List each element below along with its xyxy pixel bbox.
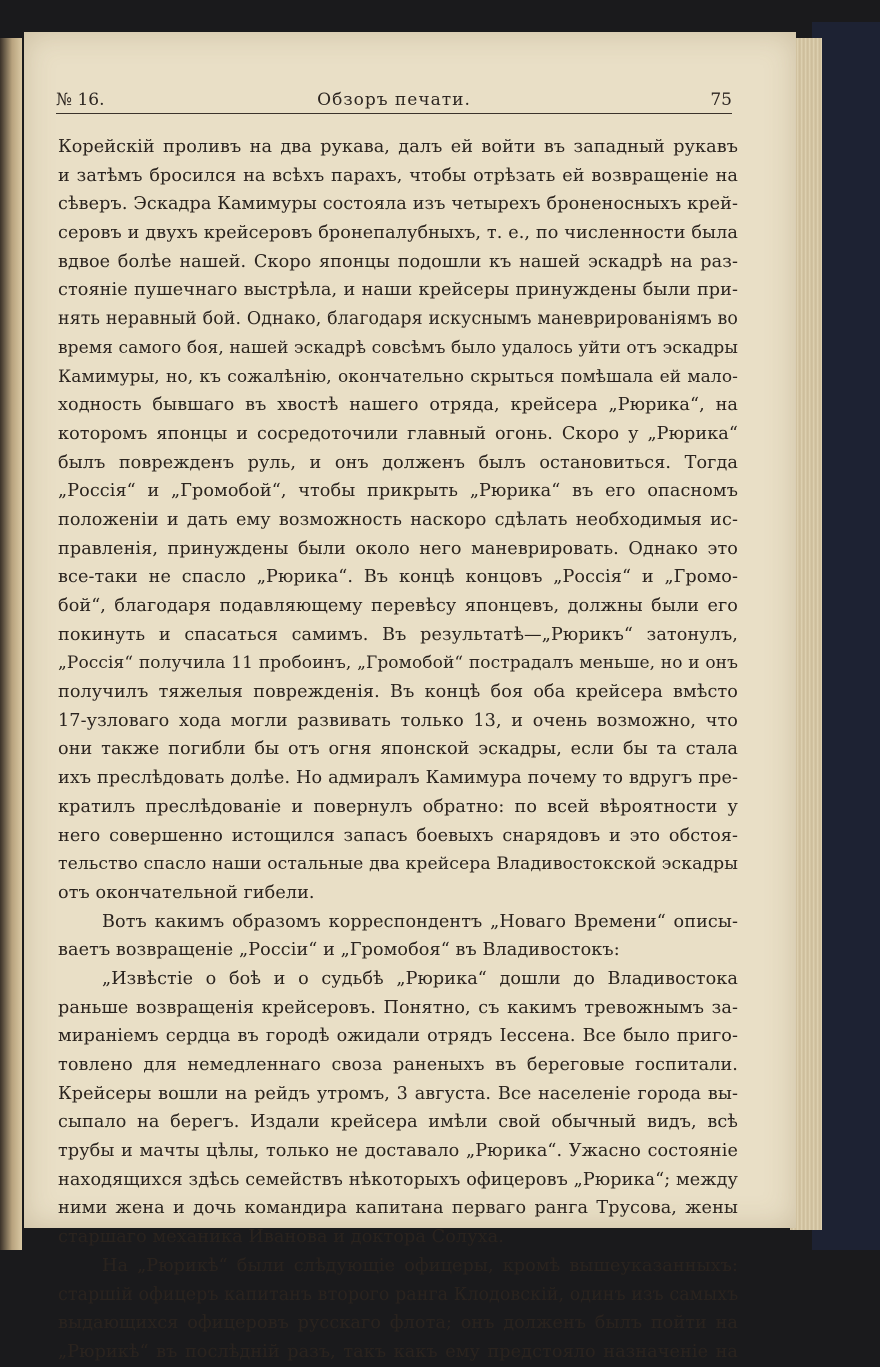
text-line: Крейсеры вошли на рейдъ утромъ, 3 августа. Все населеніе города вы- — [58, 1083, 738, 1104]
text-line: бой“, благодаря подавляющему перевѣсу японцевъ, должны были его — [58, 596, 738, 616]
header-rule — [56, 113, 732, 114]
text-line: На „Рюрикѣ“ были слѣдующіе офицеры, кромѣ вышеуказанныхъ: — [102, 1255, 738, 1276]
text-line: отъ окончательной гибели. — [58, 882, 315, 903]
text-line: старшій офицеръ капитанъ второго ранга Клодовскій, одинъ изъ самыхъ — [58, 1284, 739, 1305]
text-line: „Извѣстіе о боѣ и о судьбѣ „Рюрика“ дошли до Владивостока — [102, 968, 738, 989]
text-line: миранiемъ сердца въ городѣ ожидали отрядъ Іессена. Все было приго- — [58, 1026, 738, 1047]
text-line: находящихся здѣсь семействъ нѣкоторыхъ офицеровъ „Рюрика“; между — [58, 1169, 738, 1190]
text-line: стояніе пушечнаго выстрѣла, и наши крейсеры принуждены были при- — [58, 280, 738, 301]
text-line: Камимуры, но, къ сожалѣнію, окончательно скрыться помѣшала ей мало- — [58, 366, 738, 387]
text-line: Корейскій проливъ на два рукава, далъ ей войти въ западный рукавъ — [58, 137, 738, 157]
text-line: сѣверъ. Эскадра Камимуры состояла изъ четырехъ броненосныхъ крей- — [58, 194, 738, 215]
text-line: товлено для немедленнаго своза раненыхъ въ береговые госпитали. — [58, 1055, 738, 1075]
issue-number: № 16. — [56, 90, 105, 110]
section-title: Обзоръ печати. — [317, 90, 471, 110]
text-line: раньше возвращенія крейсеровъ. Понятно, съ какимъ тревожнымъ за- — [58, 997, 738, 1018]
text-line: „Россія“ и „Громобой“, чтобы прикрыть „Рюрика“ въ его опасномъ — [58, 481, 738, 502]
text-line: Вотъ какимъ образомъ корреспондентъ „Новаго Времени“ описы- — [102, 911, 738, 932]
text-line: сыпало на берегъ. Издали крейсера имѣли свой обычный видъ, всѣ — [58, 1112, 738, 1133]
text-line: которомъ японцы и сосредоточили главный огонь. Скоро у „Рюрика“ — [58, 423, 738, 444]
text-line: ваетъ возвращеніе „Россіи“ и „Громобоя“ въ Владивостокъ: — [58, 940, 620, 961]
text-line: трубы и мачты цѣлы, только не доставало „Рюрика“. Ужасно состояніе — [58, 1141, 738, 1162]
text-line: кратилъ преслѣдованіе и повернулъ обратно: по всей вѣроятности у — [58, 796, 738, 817]
text-line: тельство спасло наши остальные два крейсера Владивостокской эскадры — [58, 854, 738, 875]
text-line: они также погибли бы отъ огня японской эскадры, если бы та стала — [58, 739, 738, 760]
text-line: ними жена и дочь командира капитана перваго ранга Трусова, жены — [58, 1198, 738, 1219]
text-line: старшаго механика Иванова и доктора Солуха. — [58, 1227, 504, 1248]
text-line: серовъ и двухъ крейсеровъ бронепалубныхъ, т. е., по численности была — [58, 223, 738, 244]
text-line: покинуть и спасаться самимъ. Въ результатѣ—„Рюрикъ“ затонулъ, — [58, 624, 738, 645]
text-line: нять неравный бой. Однако, благодаря искуснымъ маневрированіямъ во — [58, 309, 738, 330]
book-cover — [812, 22, 880, 1250]
text-line: правленія, принуждены были около него маневрировать. Однако это — [58, 538, 738, 559]
text-line: все-таки не спасло „Рюрика“. Въ концѣ концовъ „Россія“ и „Громо- — [58, 567, 738, 588]
text-line: „Рюрикѣ“ въ послѣдній разъ, такъ какъ ему предстояло назначеніе на — [58, 1341, 738, 1362]
page-number: 75 — [710, 90, 732, 110]
text-line: ходность бывшаго въ хвостѣ нашего отряда, крейсера „Рюрика“, на — [58, 395, 738, 416]
text-line: получилъ тяжелыя поврежденія. Въ концѣ боя оба крейсера вмѣсто — [58, 682, 738, 703]
text-line: вдвое болѣе нашей. Скоро японцы подошли къ нашей эскадрѣ на раз- — [58, 251, 738, 272]
text-line: время самого боя, нашей эскадрѣ совсѣмъ было удалось уйти отъ эскадры — [58, 337, 738, 358]
body-text — [58, 133, 738, 1367]
text-line: выдающихся офицеровъ русскаго флота; онъ долженъ былъ пойти на — [58, 1313, 738, 1334]
text-line: 17-узловаго хода могли развивать только 13, и очень возможно, что — [58, 710, 738, 731]
text-line: и затѣмъ бросился на всѣхъ парахъ, чтобы отрѣзать ей возвращеніе на — [58, 165, 738, 186]
text-line: „Россія“ получила 11 пробоинъ, „Громобой“ пострадалъ меньше, но и онъ — [58, 653, 738, 674]
text-line: положеніи и дать ему возможность наскоро сдѣлать необходимыя ис- — [58, 509, 738, 530]
text-line: ихъ преслѣдовать долѣе. Но адмиралъ Камимура почему то вдругъ пре- — [58, 768, 738, 789]
text-line: былъ поврежденъ руль, и онъ долженъ былъ остановиться. Тогда — [58, 452, 738, 473]
left-page-edge — [0, 38, 22, 1250]
text-line: него совершенно истощился запасъ боевыхъ снарядовъ и это обстоя- — [58, 825, 738, 846]
